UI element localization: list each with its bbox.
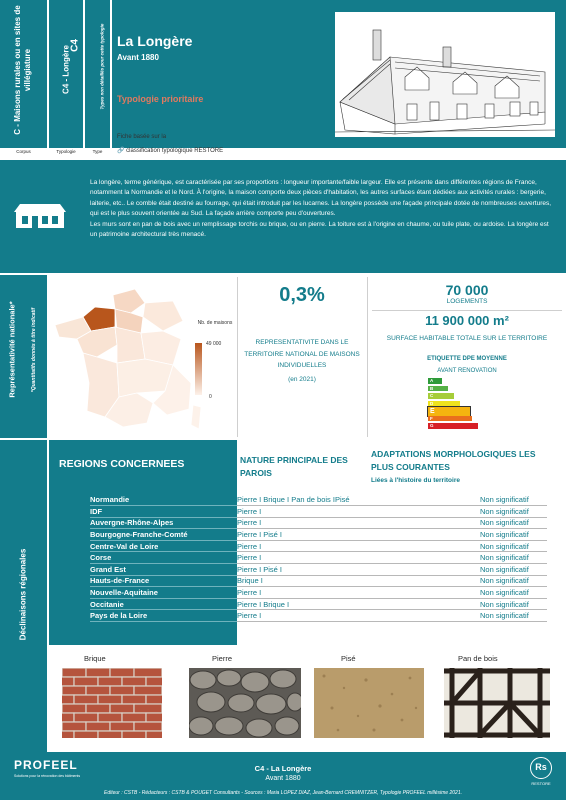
dpe-class-f: F — [428, 416, 472, 422]
label-corpus: Corpus — [16, 149, 31, 154]
table-row — [90, 587, 547, 599]
table-row — [90, 540, 547, 552]
stone-texture — [189, 668, 301, 738]
description-section — [0, 160, 566, 273]
region-cell: Hauts-de-France — [90, 575, 237, 587]
walls-heading: NATURE PRINCIPALE DES PAROIS — [240, 455, 348, 478]
regions-table — [90, 494, 547, 622]
dpe-class-e: E — [428, 407, 470, 416]
walls-cell: Pierre I Brique I — [237, 598, 480, 610]
dpe-scale — [428, 378, 498, 436]
legend-gradient — [195, 343, 202, 395]
footer — [0, 752, 566, 800]
adaptation-cell: Non significatif — [480, 564, 547, 576]
legend-max: 49 000 — [206, 341, 222, 347]
description-text — [90, 178, 556, 240]
source-link-text: classification typologique RESTORE — [126, 148, 224, 154]
percent-year: (en 2021) — [288, 376, 316, 383]
timber-frame-texture — [444, 668, 550, 738]
type-code: C4 — [69, 39, 81, 52]
footer-title: C4 - La Longère — [254, 764, 312, 773]
divider — [372, 310, 562, 311]
walls-cell: Pierre I — [237, 552, 480, 564]
source-line1: Fiche basée sur la — [117, 134, 167, 140]
type-note: Types non détaillés pour cette typologie — [99, 23, 105, 110]
adaptation-cell: Non significatif — [480, 494, 547, 506]
region-cell: Bourgogne-Franche-Comté — [90, 529, 237, 541]
walls-cell: Pierre I Pisé I — [237, 529, 480, 541]
table-row — [90, 552, 547, 564]
pise-texture — [314, 668, 424, 738]
corpus-vertical-label: C - Maisons rurales ou en sites de villégiature — [13, 5, 32, 135]
dpe-subtitle: AVANT RENOVATION — [437, 368, 497, 374]
brand-tagline: Solutions pour la rénovation des bâtiments — [14, 774, 81, 778]
walls-cell: Brique I — [237, 575, 480, 587]
corpus-column — [0, 0, 47, 148]
france-map-panel — [49, 275, 237, 438]
housing-label: LOGEMENTS — [446, 298, 488, 305]
table-row — [90, 564, 547, 576]
dpe-class-g: G — [428, 423, 478, 429]
table-row — [90, 517, 547, 529]
page-title: La Longère — [117, 33, 193, 49]
material-label-brick: Brique — [84, 654, 106, 663]
adaptation-cell: Non significatif — [480, 610, 547, 622]
header-main — [112, 0, 566, 148]
walls-cell: Pierre I — [237, 587, 480, 599]
adaptation-cell: Non significatif — [480, 540, 547, 552]
table-row — [90, 506, 547, 518]
percent-value: 0,3% — [279, 284, 325, 306]
adaptation-cell: Non significatif — [480, 587, 547, 599]
legend-title: Nb. de maisons — [197, 320, 233, 326]
house-sketch — [335, 12, 555, 137]
regions-side-title: Déclinaisons régionales — [18, 548, 28, 641]
priority-label: Typologie prioritaire — [117, 94, 204, 104]
table-row — [90, 494, 547, 506]
surface-value: 11 900 000 m² — [425, 313, 509, 328]
link-icon: 🔗 — [117, 148, 125, 154]
adaptation-cell: Non significatif — [480, 575, 547, 587]
table-row — [90, 598, 547, 610]
adaptation-cell: Non significatif — [480, 506, 547, 518]
adaptation-cell: Non significatif — [480, 552, 547, 564]
label-type: Type — [92, 149, 103, 154]
adaptations-heading: ADAPTATIONS MORPHOLOGIQUES LES PLUS COURANTES — [371, 449, 536, 472]
brand-logo: PROFEEL — [14, 758, 78, 772]
representativity-side — [0, 275, 47, 438]
adaptations-subheading: Liées à l'histoire du territoire — [371, 477, 460, 484]
region-cell: Normandie — [90, 494, 237, 506]
material-label-pise: Pisé — [341, 654, 356, 663]
table-row — [90, 529, 547, 541]
legend-min: 0 — [209, 394, 212, 400]
brick-texture — [62, 668, 162, 738]
footer-period: Avant 1880 — [265, 775, 301, 782]
region-cell: Grand Est — [90, 564, 237, 576]
region-cell: Occitanie — [90, 598, 237, 610]
representativity-title: Représentativité nationale* — [7, 301, 17, 398]
region-cell: IDF — [90, 506, 237, 518]
region-cell: Centre-Val de Loire — [90, 540, 237, 552]
adaptation-cell: Non significatif — [480, 529, 547, 541]
label-typology: Typologie — [56, 149, 76, 154]
dpe-title: ETIQUETTE DPE MOYENNE — [427, 356, 507, 362]
representativity-note: *Quantitatifs donnés à titre indicatif — [31, 307, 37, 393]
dpe-class-a: A — [428, 378, 442, 384]
walls-cell: Pierre I Brique I Pan de bois IPisé — [237, 494, 480, 506]
region-cell: Pays de la Loire — [90, 610, 237, 622]
adaptation-cell: Non significatif — [480, 517, 547, 529]
material-label-stone: Pierre — [212, 654, 233, 663]
table-row — [90, 610, 547, 622]
walls-cell: Pierre I — [237, 517, 480, 529]
walls-cell: Pierre I — [237, 506, 480, 518]
longere-drawing-icon — [335, 12, 555, 137]
surface-label: SURFACE HABITABLE TOTALE SUR LE TERRITOIRE — [386, 335, 548, 342]
restore-badge-icon — [530, 757, 552, 779]
typology-vertical-label: C4 - Longère — [61, 45, 71, 94]
page-period: Avant 1880 — [117, 53, 159, 62]
restore-badge-text: Rs — [535, 762, 547, 772]
dpe-class-b: B — [428, 386, 448, 392]
region-cell: Auvergne-Rhône-Alpes — [90, 517, 237, 529]
source-line2 — [117, 147, 223, 154]
type-column — [69, 0, 110, 148]
housing-count: 70 000 — [445, 282, 489, 298]
description-paragraph-2: Les murs sont en pan de bois avec un remplissage torchis ou brique, ou en pierre. La toiture est à l'origine en chaume, ou tuile plate, ou ardoise. La longère est un patrimoine architectural très menacé. — [90, 220, 549, 239]
region-cell: Corse — [90, 552, 237, 564]
house-icon — [10, 200, 70, 230]
walls-cell: Pierre I — [237, 610, 480, 622]
description-paragraph-1: La longère, terme générique, est caractérisée par ses proportions : longueur importante/faible largeur. Elle est présente dans différentes régions de France, notamment la Normandie et le Nord. À l'origine, la maison comporte deux pièces d'habitation, les autres surfaces étant dédiées aux activités rurales : bergerie, laiterie, etc.. Le comble était destiné au fourrage, qui était introduit par les lucarnes. La longère possède une façade principale dotée de nombreuses ouvertures, qui est le plus souvent orientée au Sud. La façade arrière comporte peu d'ouvertures. — [90, 179, 552, 218]
walls-cell: Pierre I Pisé I — [237, 564, 480, 576]
percent-caption: REPRESENTATIVITE DANS LE TERRITOIRE NATIONAL DE MAISONS INDIVIDUELLES — [244, 339, 360, 369]
france-map — [53, 287, 203, 432]
material-label-timber: Pan de bois — [458, 654, 498, 663]
regions-heading: REGIONS CONCERNEES — [59, 458, 185, 470]
adaptation-cell: Non significatif — [480, 598, 547, 610]
table-row — [90, 575, 547, 587]
region-cell: Nouvelle-Aquitaine — [90, 587, 237, 599]
restore-label: RESTORE — [531, 781, 551, 786]
walls-cell: Pierre I — [237, 540, 480, 552]
dpe-class-d: D — [428, 401, 460, 407]
dpe-class-c: C — [428, 393, 454, 399]
regions-side — [0, 440, 47, 752]
footer-credits: Editeur : CSTB - Rédacteurs : CSTB & POUGET Consultants - Sources : Maria LOPEZ DIAZ, Jean-Bernard CREMNITZER, Typologie PROFEEL millésime 2021. — [104, 790, 462, 796]
